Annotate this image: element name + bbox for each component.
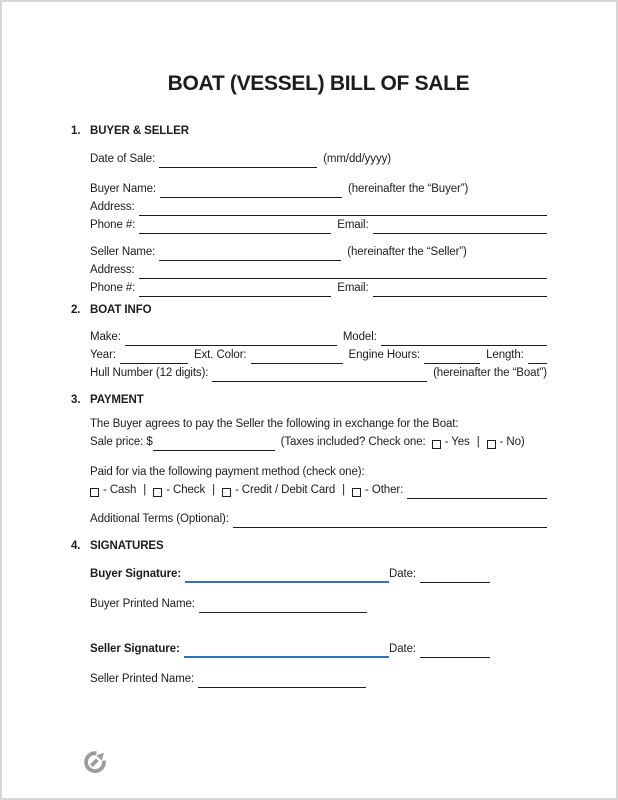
seller-name-label: Seller Name: (90, 246, 156, 258)
seller-address-label: Address: (90, 264, 135, 276)
additional-terms-label: Additional Terms (Optional): (90, 513, 229, 525)
section-payment-heading (71, 391, 547, 409)
year-color-hours-length-row (90, 346, 547, 364)
section-signatures-heading (71, 537, 547, 555)
buyer-email-label: Email: (337, 219, 369, 231)
make-field[interactable] (125, 333, 337, 346)
sale-price-field[interactable] (153, 438, 275, 451)
seller-phone-field[interactable] (139, 284, 331, 297)
check-checkbox[interactable] (153, 488, 162, 497)
section-buyer-seller-heading (71, 122, 547, 140)
seller-email-field[interactable] (373, 284, 547, 297)
date-of-sale-label: Date of Sale: (90, 153, 156, 165)
ext-color-field[interactable] (251, 351, 343, 364)
model-field[interactable] (381, 333, 547, 346)
other-method-field[interactable] (407, 486, 547, 499)
buyer-address-field[interactable] (139, 203, 547, 216)
hull-number-label: Hull Number (12 digits): (90, 367, 209, 379)
section-heading-label: BOAT INFO (90, 304, 152, 316)
circular-arrow-logo-icon (82, 746, 109, 775)
buyer-signature-row (90, 565, 547, 583)
seller-address-row (90, 261, 547, 279)
section-heading-label: SIGNATURES (90, 540, 164, 552)
buyer-signature-date-label: Date: (389, 568, 416, 580)
page-title: BOAT (VESSEL) BILL OF SALE (167, 72, 470, 95)
credit-debit-checkbox[interactable] (222, 488, 231, 497)
additional-terms-field[interactable] (233, 515, 547, 528)
seller-address-field[interactable] (139, 266, 547, 279)
seller-printed-name-field[interactable] (198, 675, 366, 688)
buyer-printed-name-row (90, 595, 547, 613)
buyer-address-label: Address: (90, 201, 135, 213)
section-number: 3. (71, 394, 81, 406)
separator: | (212, 484, 215, 496)
section-number: 1. (71, 125, 81, 137)
model-label: Model: (342, 331, 377, 343)
buyer-email-field[interactable] (373, 221, 547, 234)
section-heading-label: BUYER & SELLER (90, 125, 189, 137)
seller-signature-date-label: Date: (389, 643, 416, 655)
make-model-row (90, 328, 547, 346)
seller-printed-name-label: Seller Printed Name: (90, 673, 195, 685)
payment-method-intro-row (90, 463, 547, 481)
separator: | (476, 436, 480, 448)
taxes-question-label: (Taxes included? Check one: (280, 436, 426, 448)
seller-printed-name-row (90, 670, 547, 688)
buyer-address-row (90, 198, 547, 216)
section-boat-info-heading (71, 301, 547, 319)
engine-hours-label: Engine Hours: (348, 349, 421, 361)
payment-intro-row (90, 415, 547, 433)
seller-signature-date-field[interactable] (420, 645, 490, 658)
engine-hours-field[interactable] (424, 351, 480, 364)
date-of-sale-field[interactable] (159, 155, 317, 168)
seller-signature-field[interactable] (184, 645, 389, 658)
sale-price-row (90, 433, 547, 451)
boat-hereinafter-label: (hereinafter the “Boat”) (433, 367, 547, 379)
length-field[interactable] (528, 351, 547, 364)
buyer-phone-field[interactable] (139, 221, 331, 234)
buyer-name-label: Buyer Name: (90, 183, 157, 195)
date-format-hint: (mm/dd/yyyy) (323, 153, 391, 165)
separator: | (342, 484, 346, 496)
length-label: Length: (486, 349, 524, 361)
buyer-phone-label: Phone #: (90, 219, 136, 231)
buyer-phone-email-row (90, 216, 547, 234)
buyer-signature-date-field[interactable] (420, 570, 490, 583)
taxes-yes-label: - Yes (444, 436, 470, 448)
year-field[interactable] (120, 351, 188, 364)
buyer-signature-field[interactable] (185, 570, 389, 583)
buyer-hereinafter-label: (hereinafter the “Buyer”) (348, 183, 469, 195)
buyer-name-field[interactable] (160, 185, 342, 198)
cash-checkbox[interactable] (90, 488, 99, 497)
other-label: - Other: (365, 484, 404, 496)
credit-debit-label: - Credit / Debit Card (234, 484, 336, 496)
seller-signature-label: Seller Signature: (90, 643, 180, 655)
hull-number-row (90, 364, 547, 382)
section-heading-label: PAYMENT (90, 394, 144, 406)
payment-method-row (90, 481, 547, 499)
taxes-yes-checkbox[interactable] (432, 440, 441, 449)
section-number: 2. (71, 304, 81, 316)
ext-color-label: Ext. Color: (193, 349, 247, 361)
separator: | (143, 484, 147, 496)
taxes-no-checkbox[interactable] (487, 440, 496, 449)
sale-price-label: Sale price: $ (90, 436, 153, 448)
seller-name-field[interactable] (159, 248, 341, 261)
seller-signature-row (90, 640, 547, 658)
year-label: Year: (90, 349, 116, 361)
seller-phone-label: Phone #: (90, 282, 136, 294)
payment-intro-text: The Buyer agrees to pay the Seller the following in exchange for the Boat: (90, 418, 459, 430)
hull-number-field[interactable] (212, 369, 427, 382)
cash-label: - Cash (103, 484, 137, 496)
make-label: Make: (90, 331, 121, 343)
additional-terms-row (90, 510, 547, 528)
seller-phone-email-row (90, 279, 547, 297)
seller-name-row (90, 243, 547, 261)
buyer-printed-name-field[interactable] (199, 600, 367, 613)
check-label: - Check (166, 484, 206, 496)
buyer-printed-name-label: Buyer Printed Name: (90, 598, 195, 610)
payment-method-intro-text: Paid for via the following payment method (check one): (90, 466, 365, 478)
taxes-no-label: - No) (499, 436, 525, 448)
section-number: 4. (71, 540, 81, 552)
seller-hereinafter-label: (hereinafter the “Seller”) (347, 246, 467, 258)
other-checkbox[interactable] (352, 488, 361, 497)
seller-email-label: Email: (337, 282, 369, 294)
buyer-name-row (90, 180, 547, 198)
buyer-signature-label: Buyer Signature: (90, 568, 182, 580)
date-of-sale-row (90, 150, 547, 168)
